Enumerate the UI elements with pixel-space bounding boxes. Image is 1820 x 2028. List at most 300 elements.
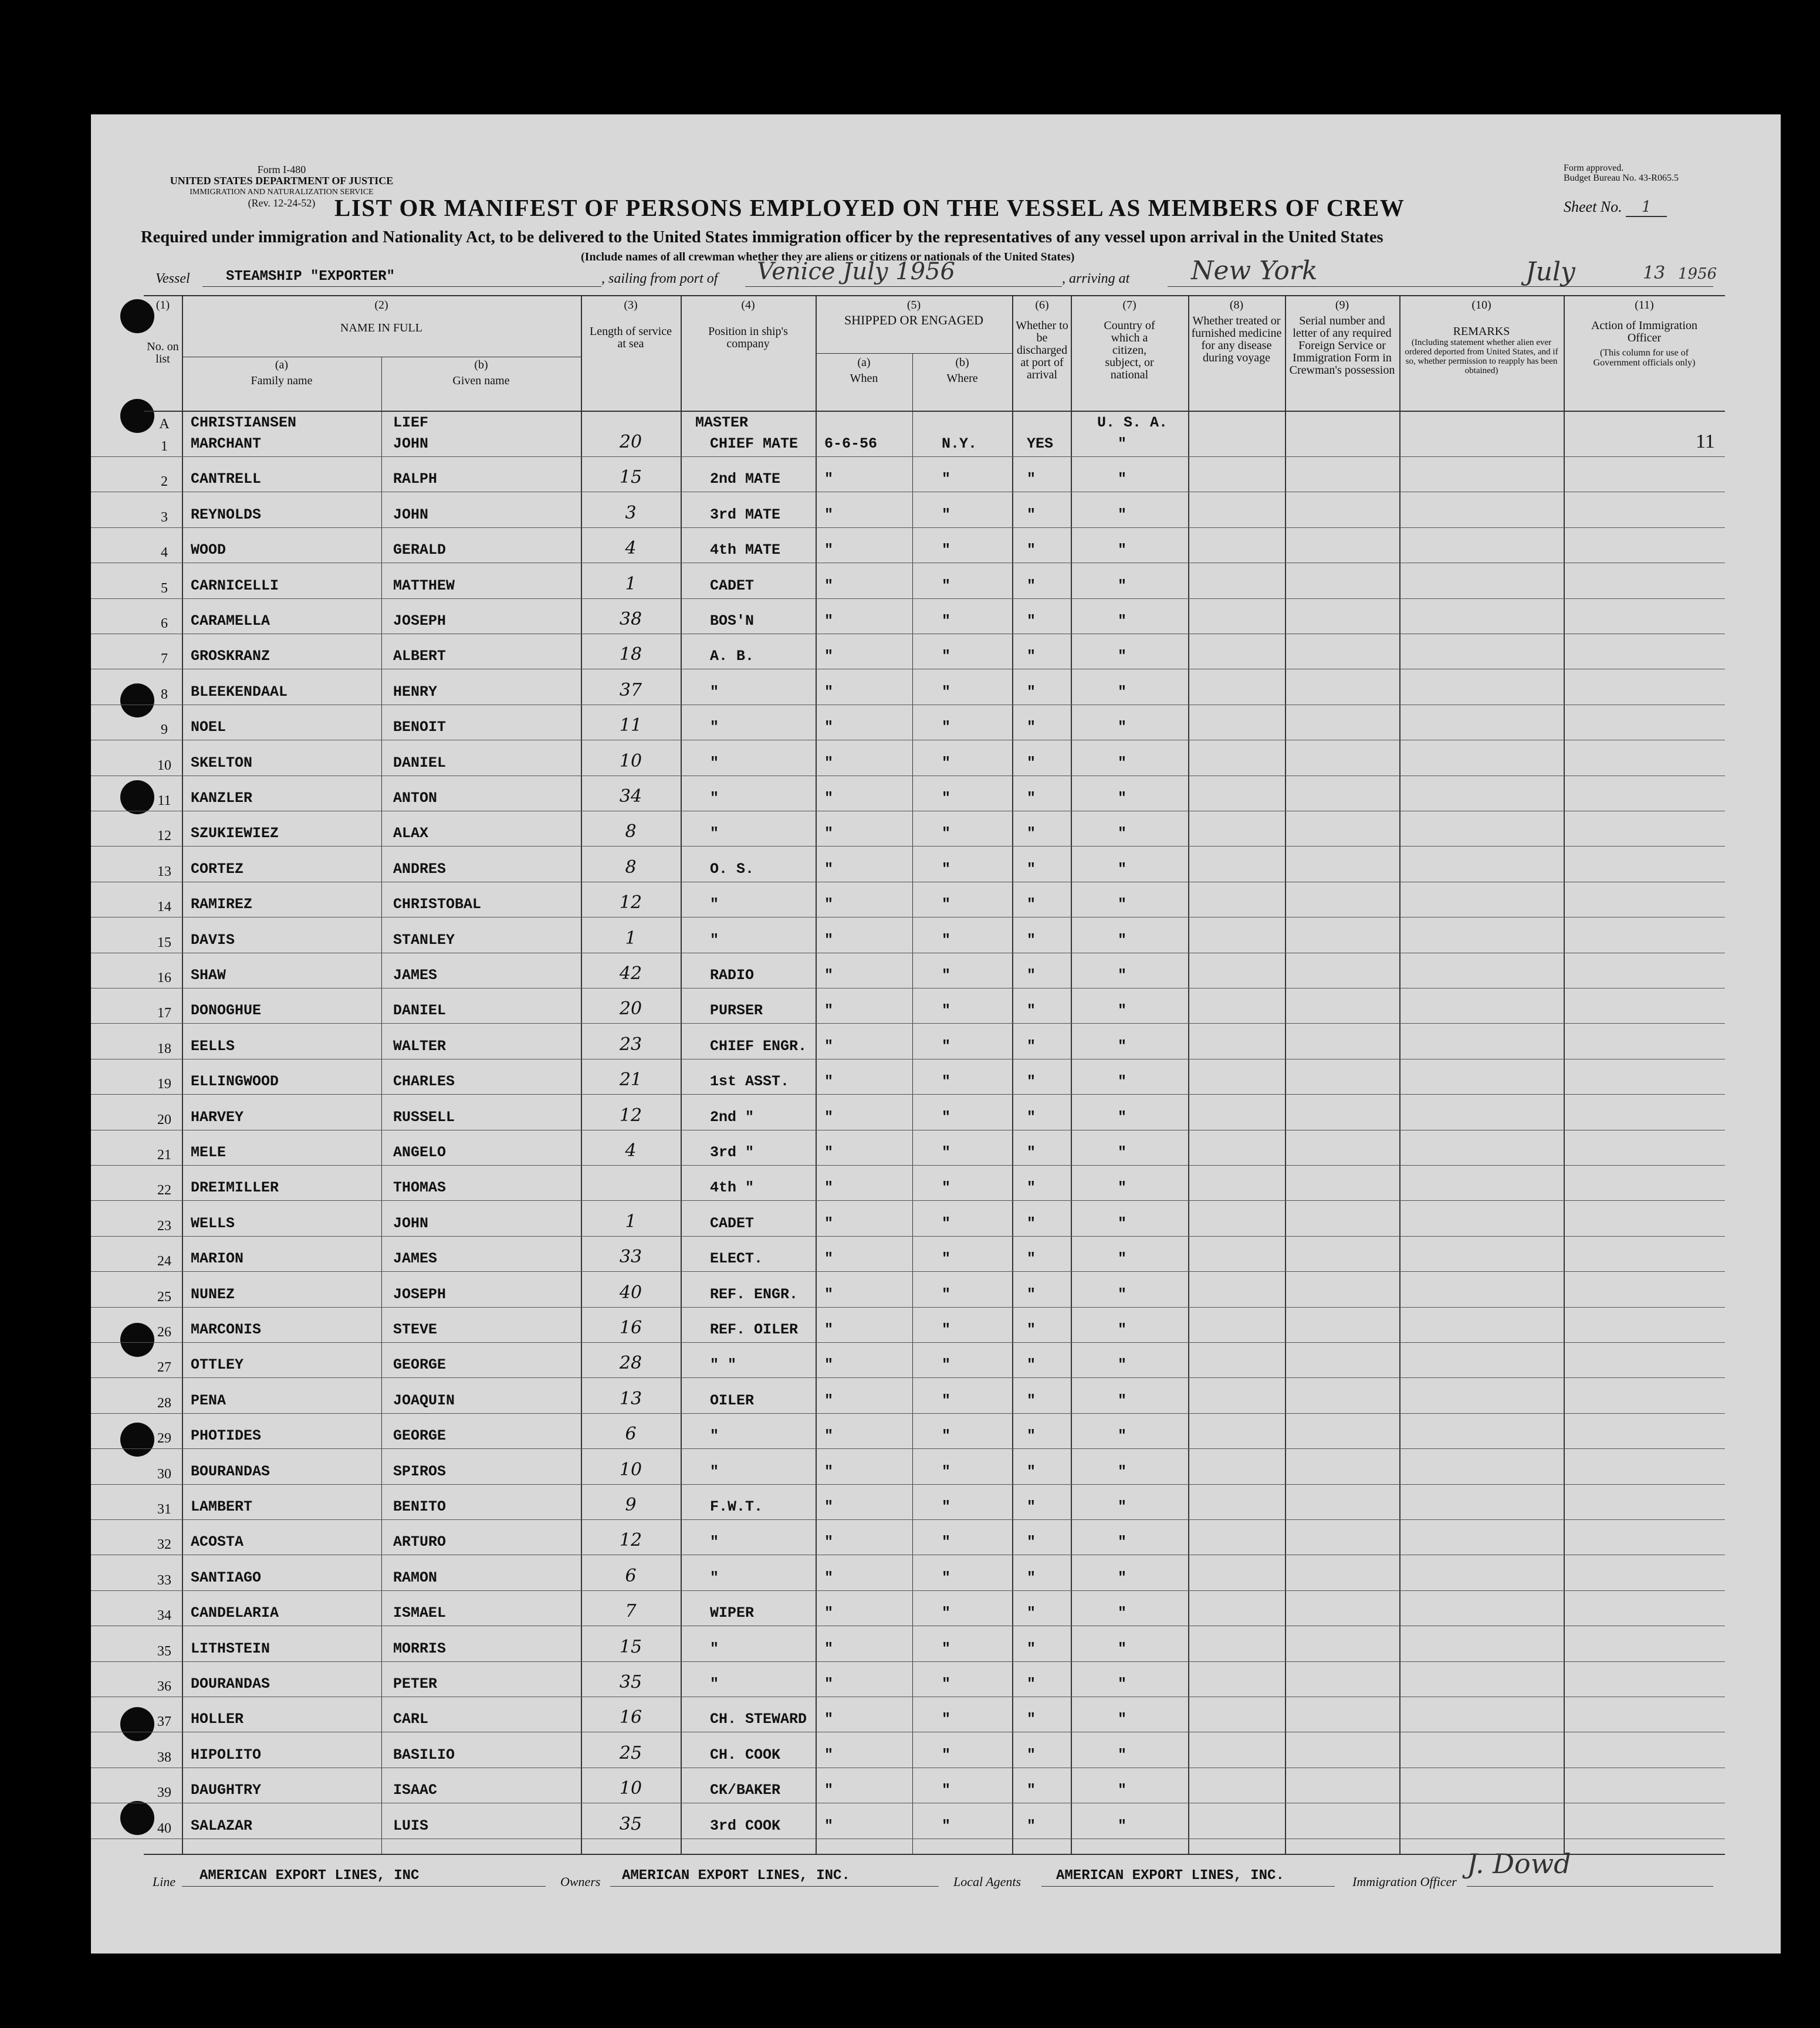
position: 3rd MATE <box>710 506 781 523</box>
shipped-where: " <box>942 1002 951 1020</box>
family-name: CARNICELLI <box>191 577 279 594</box>
family-name: KANZLER <box>191 790 253 807</box>
row-number: 27 <box>157 1360 171 1376</box>
shipped-when: " <box>824 1498 834 1515</box>
col-3-num: (3) <box>624 299 638 312</box>
row-number: 30 <box>157 1466 171 1482</box>
service-length: 10 <box>619 1778 642 1799</box>
position: " <box>710 1569 719 1586</box>
row-number: 20 <box>157 1112 171 1128</box>
given-name: ISMAEL <box>393 1604 446 1622</box>
shipped-when: " <box>824 1002 834 1020</box>
family-name: BLEEKENDAAL <box>191 683 288 700</box>
family-name: WELLS <box>191 1214 235 1232</box>
position: OILER <box>710 1392 755 1409</box>
position: " <box>710 719 719 736</box>
given-name: ARTURO <box>393 1533 446 1551</box>
shipped-when: " <box>824 1533 834 1551</box>
given-name: RUSSELL <box>393 1108 455 1126</box>
given-name: CHRISTOBAL <box>393 896 482 913</box>
col-4-label: Position in ship's company <box>708 325 788 350</box>
service-length: 8 <box>625 856 637 878</box>
country: " <box>1118 1250 1127 1268</box>
country: " <box>1118 1640 1127 1657</box>
col-9-header <box>1288 299 1396 377</box>
family-name: CANDELARIA <box>191 1604 279 1622</box>
discharge: " <box>1027 1250 1036 1268</box>
country: " <box>1118 1108 1127 1126</box>
family-name: REYNOLDS <box>191 506 262 523</box>
col-7-num: (7) <box>1122 299 1136 312</box>
service-length: 35 <box>619 1672 642 1692</box>
service-length: 16 <box>619 1707 642 1728</box>
service-length: 12 <box>619 892 642 913</box>
department: UNITED STATES DEPARTMENT OF JUSTICE <box>170 175 394 187</box>
shipped-when: " <box>824 506 834 523</box>
given-name: MORRIS <box>393 1640 446 1657</box>
discharge: " <box>1027 1392 1036 1409</box>
service-length: 3 <box>625 502 637 523</box>
family-name: EELLS <box>191 1037 235 1055</box>
col-2b-header <box>381 359 581 387</box>
shipped-where: " <box>942 1108 951 1126</box>
family-name: PHOTIDES <box>191 1427 262 1445</box>
col-8-header <box>1191 299 1282 364</box>
row-number: 26 <box>157 1325 171 1340</box>
discharge: " <box>1027 719 1036 736</box>
shipped-where: " <box>942 1533 951 1551</box>
given-name: THOMAS <box>393 1179 446 1197</box>
position: " <box>710 1675 719 1692</box>
discharge: " <box>1027 577 1036 594</box>
shipped-when: " <box>824 896 834 913</box>
row-number: 4 <box>161 545 168 561</box>
row-number: 14 <box>157 899 171 915</box>
country: " <box>1118 1179 1127 1197</box>
row-divider <box>91 1094 1725 1095</box>
row-divider <box>91 1307 1725 1308</box>
shipped-when: " <box>824 683 834 700</box>
family-name: DAUGHTRY <box>191 1782 262 1799</box>
row-number: 9 <box>161 722 168 738</box>
family-name: DOURANDAS <box>191 1675 270 1692</box>
arrival-day: 13 <box>1643 263 1666 283</box>
service-length: 23 <box>619 1034 642 1055</box>
sailing-port: Venice July 1956 <box>757 258 955 285</box>
agents-label: Local Agents <box>953 1874 1021 1889</box>
family-name: OTTLEY <box>191 1356 244 1374</box>
col-2a-num: (a) <box>275 358 289 371</box>
col-5-header <box>816 299 1012 326</box>
discharge: " <box>1027 1569 1036 1586</box>
shipped-when: " <box>824 1675 834 1692</box>
row-number: 11 <box>157 793 171 808</box>
shipped-when: " <box>824 1037 834 1055</box>
shipped-when: " <box>824 1392 834 1409</box>
row-divider <box>91 1413 1725 1414</box>
row-number: 6 <box>161 616 168 631</box>
country: " <box>1118 470 1127 488</box>
col-4-header <box>686 299 810 350</box>
col-7-label: Country of which a citizen, subject, or national <box>1104 319 1155 381</box>
discharge: " <box>1027 1179 1036 1197</box>
approval-block <box>1564 163 1740 183</box>
required-statement: Required under immigration and Nationality Act, to be delivered to the United States immigration officer by the representatives of any vessel upon arrival in the United States <box>141 228 1383 246</box>
officer-label: Immigration Officer <box>1352 1874 1457 1889</box>
col-11-num: (11) <box>1635 299 1654 312</box>
given-name: ANTON <box>393 790 438 807</box>
given-name: ALAX <box>393 825 429 842</box>
shipped-where: " <box>942 1179 951 1197</box>
discharge: " <box>1027 1711 1036 1728</box>
service-length: 12 <box>619 1530 642 1551</box>
given-name: ANGELO <box>393 1144 446 1161</box>
service-length: 8 <box>625 821 637 842</box>
family-name: HOLLER <box>191 1711 244 1728</box>
family-name: MARCHANT <box>191 435 262 452</box>
row-divider <box>91 1448 1725 1449</box>
given-name: PETER <box>393 1675 438 1692</box>
discharge: " <box>1027 1427 1036 1445</box>
given-name: JOSEPH <box>393 612 446 629</box>
shipped-where: " <box>942 790 951 807</box>
shipped-where: " <box>942 1746 951 1763</box>
officer-signature: J. Dowd <box>1467 1848 1571 1880</box>
family-name: MARCONIS <box>191 1321 262 1338</box>
shipped-where: " <box>942 896 951 913</box>
shipped-where: " <box>942 967 951 984</box>
row-number: 38 <box>157 1749 171 1765</box>
given-name: BENOIT <box>393 719 446 736</box>
row-divider <box>91 456 1725 457</box>
row-number: 31 <box>157 1502 171 1517</box>
country: " <box>1118 1285 1127 1303</box>
discharge: " <box>1027 1214 1036 1232</box>
row-divider <box>91 1519 1725 1520</box>
col-9-label: Serial number and letter of any required Foreign Service or Immigration Form in Crewman's possession <box>1289 314 1395 377</box>
family-name: ELLINGWOOD <box>191 1073 279 1091</box>
position: " <box>710 931 719 949</box>
discharge: " <box>1027 896 1036 913</box>
family-name: MELE <box>191 1144 226 1161</box>
col-5b-header <box>912 357 1012 385</box>
given-name: CARL <box>393 1711 429 1728</box>
shipped-where: " <box>942 825 951 842</box>
shipped-when: " <box>824 1569 834 1586</box>
given-name: JOHN <box>393 435 429 452</box>
col-2-label: NAME IN FULL <box>340 321 422 334</box>
service: IMMIGRATION AND NATURALIZATION SERVICE <box>190 188 374 197</box>
family-name: SANTIAGO <box>191 1569 262 1586</box>
discharge: " <box>1027 931 1036 949</box>
shipped-when: " <box>824 1782 834 1799</box>
position: CADET <box>710 1214 755 1232</box>
shipped-where: " <box>942 719 951 736</box>
discharge: " <box>1027 1321 1036 1338</box>
col-2b-label: Given name <box>452 374 510 387</box>
shipped-where: " <box>942 754 951 771</box>
row-number: 2 <box>161 474 168 490</box>
country: " <box>1118 860 1127 878</box>
shipped-when: " <box>824 1462 834 1480</box>
position: PURSER <box>710 1002 763 1020</box>
country: " <box>1118 1073 1127 1091</box>
col-9-num: (9) <box>1335 299 1349 312</box>
row-number: 36 <box>157 1679 171 1694</box>
vessel-name: STEAMSHIP "EXPORTER" <box>226 269 395 285</box>
family-name: CORTEZ <box>191 860 244 878</box>
discharge: " <box>1027 754 1036 771</box>
shipped-when: " <box>824 754 834 771</box>
revision: (Rev. 12-24-52) <box>248 197 316 209</box>
discharge: " <box>1027 1533 1036 1551</box>
country: " <box>1118 754 1127 771</box>
country: " <box>1118 1604 1127 1622</box>
form-approved: Form approved. <box>1564 163 1624 173</box>
page-title: LIST OR MANIFEST OF PERSONS EMPLOYED ON THE VESSEL AS MEMBERS OF CREW <box>334 194 1405 221</box>
row-number: 1 <box>161 439 168 454</box>
position: " <box>710 825 719 842</box>
given-name: STEVE <box>393 1321 438 1338</box>
country: " <box>1118 1817 1127 1834</box>
family-name: SKELTON <box>191 754 253 771</box>
shipped-when: " <box>824 1604 834 1622</box>
given-name: ALBERT <box>393 648 446 665</box>
col-7-header <box>1074 299 1185 381</box>
given-name: WALTER <box>393 1037 446 1055</box>
position: " <box>710 683 719 700</box>
service-length: 13 <box>619 1388 642 1409</box>
service-length: 15 <box>619 1636 642 1657</box>
shipped-where: " <box>942 1214 951 1232</box>
row-number: 32 <box>157 1537 171 1553</box>
country: " <box>1118 1462 1127 1480</box>
shipped-where: " <box>942 1498 951 1515</box>
shipped-when: 6-6-56 <box>824 435 878 452</box>
row-number: 33 <box>157 1572 171 1588</box>
row-divider <box>91 527 1725 528</box>
country: " <box>1118 1356 1127 1374</box>
row-divider <box>91 1661 1725 1662</box>
country: " <box>1118 541 1127 559</box>
position: 1st ASST. <box>710 1073 790 1091</box>
position: 3rd " <box>710 1144 755 1161</box>
discharge: " <box>1027 860 1036 878</box>
agents-value: AMERICAN EXPORT LINES, INC. <box>1056 1868 1284 1884</box>
discharge: " <box>1027 1782 1036 1799</box>
service-length: 1 <box>625 573 637 594</box>
row-number: 12 <box>157 828 171 844</box>
col-5b-num: (b) <box>955 356 969 369</box>
family-name: LITHSTEIN <box>191 1640 270 1657</box>
col-10-num: (10) <box>1471 299 1491 312</box>
country: " <box>1118 825 1127 842</box>
service-length: 4 <box>625 1140 637 1161</box>
family-name: GROSKRANZ <box>191 648 270 665</box>
family-name: WOOD <box>191 541 226 559</box>
shipped-when: " <box>824 1746 834 1763</box>
country: " <box>1118 719 1127 736</box>
col-8-num: (8) <box>1229 299 1244 312</box>
position: CHIEF MATE <box>710 435 799 452</box>
shipped-when: " <box>824 825 834 842</box>
shipped-where: " <box>942 931 951 949</box>
position: ELECT. <box>710 1250 763 1268</box>
position: 4th MATE <box>710 541 781 559</box>
given-name: JAMES <box>393 967 438 984</box>
family-name: DREIMILLER <box>191 1179 279 1197</box>
discharge: " <box>1027 1144 1036 1161</box>
service-length: 9 <box>625 1495 637 1515</box>
row-divider <box>91 1590 1725 1591</box>
service-length: 4 <box>625 538 637 559</box>
discharge: " <box>1027 1002 1036 1020</box>
position: A. B. <box>710 648 755 665</box>
service-length: 25 <box>619 1742 642 1763</box>
owners-label: Owners <box>560 1874 601 1889</box>
col-1-label: No. on list <box>147 340 179 365</box>
position: WIPER <box>710 1604 755 1622</box>
row-number: 19 <box>157 1076 171 1092</box>
service-length: 34 <box>619 786 642 807</box>
col-5-num: (5) <box>906 299 921 312</box>
country: " <box>1118 577 1127 594</box>
col-6-num: (6) <box>1035 299 1049 312</box>
service-length: 7 <box>625 1601 637 1622</box>
family-name: ACOSTA <box>191 1533 244 1551</box>
discharge: " <box>1027 967 1036 984</box>
shipped-where: " <box>942 506 951 523</box>
discharge: " <box>1027 1108 1036 1126</box>
vessel-label: Vessel <box>155 271 190 286</box>
col-3-header <box>587 299 675 350</box>
country: " <box>1118 1321 1127 1338</box>
col-5a-num: (a) <box>857 356 871 369</box>
col-2b-num: (b) <box>474 358 488 371</box>
service-length: 37 <box>619 679 642 700</box>
row-number: 39 <box>157 1785 171 1801</box>
shipped-when: " <box>824 1108 834 1126</box>
row-number: A <box>159 417 170 432</box>
position: CHIEF ENGR. <box>710 1037 807 1055</box>
col-11-header <box>1567 299 1722 368</box>
service-length: 20 <box>619 432 642 452</box>
shipped-where: " <box>942 1675 951 1692</box>
shipped-where: " <box>942 860 951 878</box>
shipped-when: " <box>824 719 834 736</box>
shipped-when: " <box>824 1711 834 1728</box>
family-name: CARAMELLA <box>191 612 270 629</box>
shipped-when: " <box>824 1179 834 1197</box>
position: CH. STEWARD <box>710 1711 807 1728</box>
service-length: 18 <box>619 644 642 665</box>
shipped-where: " <box>942 577 951 594</box>
col-10-header <box>1402 299 1561 375</box>
shipped-where: " <box>942 683 951 700</box>
family-name: DONOGHUE <box>191 1002 262 1020</box>
shipped-where: " <box>942 1817 951 1834</box>
family-name: MARION <box>191 1250 244 1268</box>
shipped-when: " <box>824 931 834 949</box>
service-length: 33 <box>619 1247 642 1268</box>
country: " <box>1118 790 1127 807</box>
shipped-when: " <box>824 1427 834 1445</box>
row-number: 22 <box>157 1183 171 1198</box>
col-2-header <box>182 299 581 334</box>
family-name: CANTRELL <box>191 470 262 488</box>
family-name: RAMIREZ <box>191 896 253 913</box>
given-name: HENRY <box>393 683 438 700</box>
country: " <box>1118 1144 1127 1161</box>
family-name: CHRISTIANSEN <box>191 414 297 431</box>
position: CADET <box>710 577 755 594</box>
shipped-when: " <box>824 1817 834 1834</box>
arrival-month: July <box>1525 257 1575 287</box>
shipped-where: " <box>942 1604 951 1622</box>
row-number: 29 <box>157 1431 171 1447</box>
discharge: " <box>1027 1817 1036 1834</box>
shipped-when: " <box>824 1321 834 1338</box>
given-name: STANLEY <box>393 931 455 949</box>
shipped-when: " <box>824 967 834 984</box>
given-name: BENITO <box>393 1498 446 1515</box>
col-1-num: (1) <box>155 299 170 312</box>
row-number: 24 <box>157 1254 171 1269</box>
shipped-where: " <box>942 1392 951 1409</box>
country: " <box>1118 896 1127 913</box>
given-name: GEORGE <box>393 1427 446 1445</box>
shipped-when: " <box>824 1073 834 1091</box>
row-divider <box>91 1271 1725 1272</box>
service-length: 11 <box>619 715 642 736</box>
given-name: CHARLES <box>393 1073 455 1091</box>
family-name: NOEL <box>191 719 226 736</box>
row-number: 40 <box>157 1820 171 1836</box>
discharge: YES <box>1027 435 1054 452</box>
given-name: JOAQUIN <box>393 1392 455 1409</box>
position: REF. ENGR. <box>710 1285 799 1303</box>
country: " <box>1118 1675 1127 1692</box>
given-name: LUIS <box>393 1817 429 1834</box>
position: REF. OILER <box>710 1321 799 1338</box>
shipped-where: " <box>942 1782 951 1799</box>
given-name: RALPH <box>393 470 438 488</box>
shipped-when: " <box>824 1214 834 1232</box>
country: " <box>1118 1533 1127 1551</box>
shipped-when: " <box>824 1250 834 1268</box>
country: " <box>1118 612 1127 629</box>
given-name: SPIROS <box>393 1462 446 1480</box>
discharge: " <box>1027 825 1036 842</box>
owners-value: AMERICAN EXPORT LINES, INC. <box>622 1868 850 1884</box>
country: " <box>1118 648 1127 665</box>
shipped-when: " <box>824 1640 834 1657</box>
given-name: RAMON <box>393 1569 438 1586</box>
row-number: 37 <box>157 1714 171 1730</box>
row-number: 7 <box>161 651 168 667</box>
given-name: JOHN <box>393 506 429 523</box>
position: BOS'N <box>710 612 755 629</box>
given-name: LIEF <box>393 414 429 431</box>
discharge: " <box>1027 1037 1036 1055</box>
discharge: " <box>1027 1462 1036 1480</box>
position: " <box>710 1533 719 1551</box>
shipped-when: " <box>824 470 834 488</box>
country: " <box>1118 1746 1127 1763</box>
service-length: 12 <box>619 1105 642 1126</box>
given-name: GERALD <box>393 541 446 559</box>
shipped-where: " <box>942 1356 951 1374</box>
